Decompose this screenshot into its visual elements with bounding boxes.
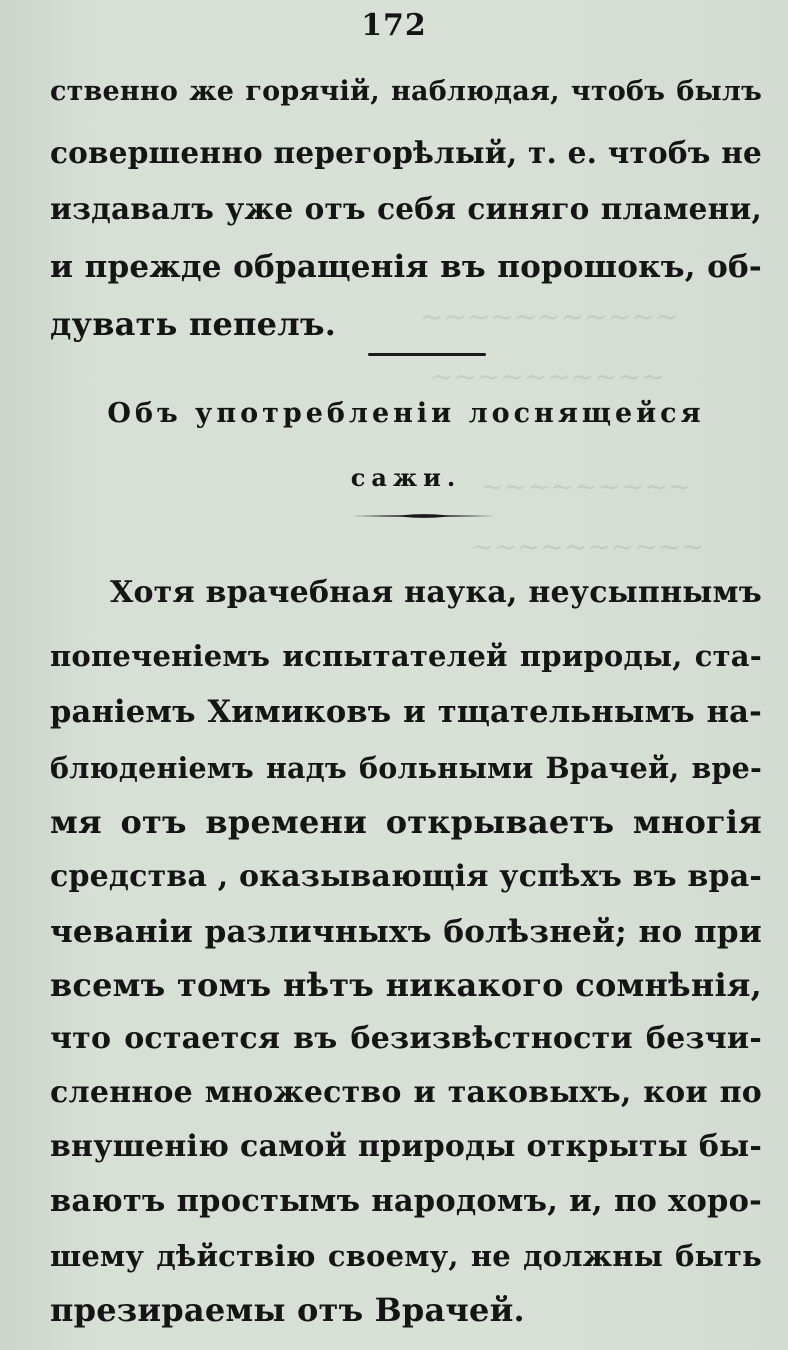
text-line: всемъ томъ нѣтъ никакого сомнѣнія,: [50, 966, 762, 1004]
text-line: раніемъ Химиковъ и тщательнымъ на-: [50, 694, 762, 730]
text-line: попеченіемъ испытателей природы, ста-: [50, 639, 762, 673]
text-line: средства , оказывающія успѣхъ въ вра-: [50, 859, 762, 894]
bleed-through-texture: ~~~~~~~~~: [480, 470, 692, 503]
text-line: Хотя врачебная наука, неусыпнымъ: [110, 575, 762, 610]
text-line: мя отъ времени открываетъ многія: [50, 803, 762, 841]
text-line: внушенію самой природы открыты бы-: [50, 1129, 762, 1164]
text-line: презираемы отъ Врачей.: [50, 1291, 525, 1329]
text-line: что остается въ безизвѣстности безчи-: [50, 1021, 762, 1056]
text-line: совершенно перегорѣлый, т. е. чтобъ не: [50, 135, 762, 170]
text-line: и прежде обращенія въ порошокъ, об-: [50, 249, 762, 285]
text-line: ственно же горячій, наблюдая, чтобъ былъ: [50, 76, 762, 107]
page-number: 172: [361, 8, 427, 43]
separator-rule: [368, 353, 486, 356]
text-line: чеваніи различныхъ болѣзней; но при: [50, 914, 762, 950]
text-line: ваютъ простымъ народомъ, и, по хоро-: [50, 1183, 762, 1219]
ornament-rule: [352, 513, 496, 519]
section-heading: Объ употребленіи лоснящейся: [107, 398, 705, 429]
section-heading-continued: сажи.: [350, 463, 462, 492]
text-line: дувать пепелъ.: [50, 305, 337, 343]
bleed-through-texture: ~~~~~~~~~~: [430, 360, 665, 393]
bleed-through-texture: ~~~~~~~~~~: [470, 530, 705, 563]
text-line: издавалъ уже отъ себя синяго пламени,: [50, 191, 762, 226]
bleed-through-texture: ~~~~~~~~~~~: [420, 300, 679, 333]
text-line: шему дѣйствію своему, не должны быть: [50, 1239, 762, 1273]
text-line: сленное множество и таковыхъ, кои по: [50, 1075, 762, 1110]
text-line: блюденіемъ надъ больными Врачей, вре-: [50, 751, 762, 785]
